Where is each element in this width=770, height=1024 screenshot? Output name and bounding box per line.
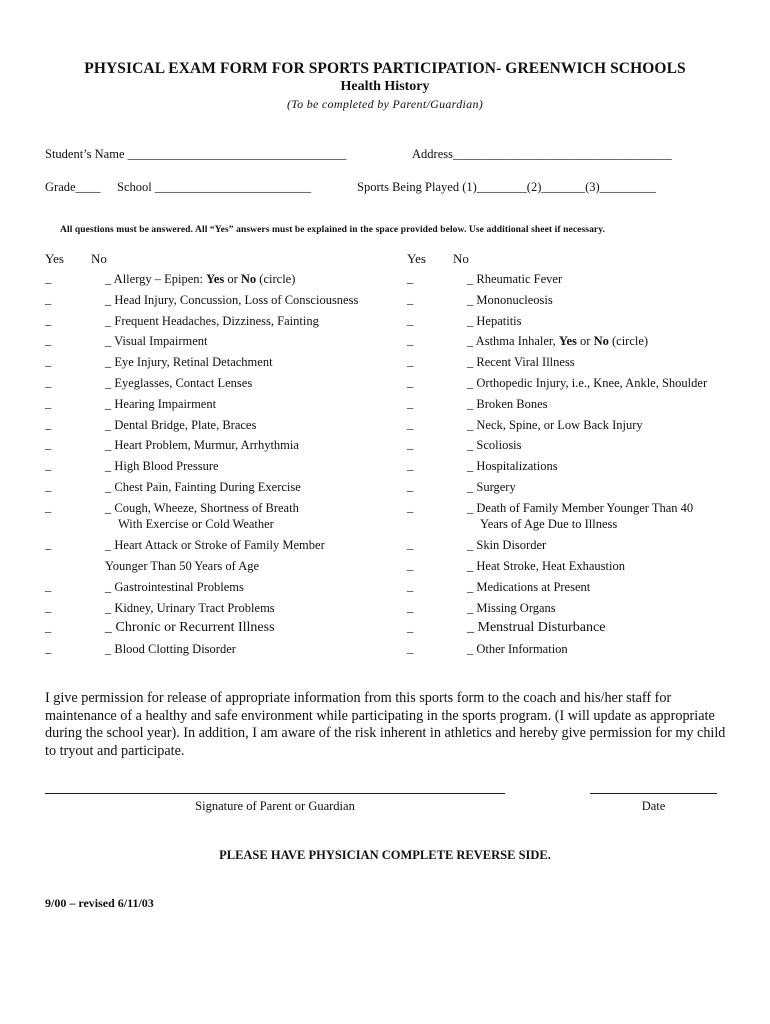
question-text: Younger Than 50 Years of Age <box>105 559 260 574</box>
yes-blank[interactable]: _ <box>45 499 52 514</box>
yes-blank[interactable]: _ <box>407 641 414 656</box>
yes-blank[interactable]: _ <box>407 578 414 593</box>
question-text[interactable]: _ Hepatitis <box>467 313 522 328</box>
question-label <box>105 458 219 475</box>
form-note: (To be completed by Parent/Guardian) <box>286 97 484 111</box>
yes-blank[interactable]: _ <box>45 537 52 552</box>
yes-blank[interactable]: _ <box>407 333 414 348</box>
yes-blank[interactable]: _ <box>45 641 52 656</box>
question-label <box>105 417 256 434</box>
question-label <box>105 375 252 392</box>
yes-blank[interactable]: _ <box>407 458 414 473</box>
right-yes-header: Yes <box>407 251 426 266</box>
yes-blank[interactable]: _ <box>45 599 52 614</box>
yes-blank[interactable]: _ <box>45 395 52 410</box>
yes-blank[interactable]: _ <box>45 354 52 369</box>
question-text[interactable]: _ Blood Clotting Disorder <box>105 642 236 657</box>
yes-blank[interactable]: _ <box>45 271 52 285</box>
date-label: Date <box>641 799 666 813</box>
question-label <box>105 437 299 454</box>
left-yes-header: Yes <box>45 251 64 266</box>
yes-blank[interactable]: _ <box>407 312 414 327</box>
question-label <box>467 333 648 350</box>
question-text[interactable]: _ Hospitalizations <box>467 459 558 474</box>
question-label <box>105 271 295 288</box>
yes-blank[interactable]: _ <box>407 437 414 452</box>
question-text[interactable]: _ Rheumatic Fever <box>467 272 563 286</box>
question-label <box>467 354 575 371</box>
question-label <box>105 396 216 413</box>
question-text[interactable]: _ Broken Bones <box>467 396 548 411</box>
question-text[interactable]: _ Frequent Headaches, Dizziness, Fainting <box>105 313 319 328</box>
yes-blank[interactable]: _ <box>407 558 414 573</box>
question-text[interactable]: _ Surgery <box>467 479 516 494</box>
yes-blank[interactable]: _ <box>45 333 52 348</box>
revision-date: 9/00 – revised 6/11/03 <box>45 896 154 910</box>
yes-blank[interactable]: _ <box>407 271 414 285</box>
question-text[interactable]: _ Eyeglasses, Contact Lenses <box>105 375 253 390</box>
question-label <box>467 396 548 413</box>
date-line[interactable] <box>590 793 717 794</box>
question-text[interactable]: _ Other Information <box>467 642 568 657</box>
question-label <box>105 558 259 575</box>
question-label <box>105 354 273 371</box>
question-label <box>105 479 301 496</box>
yes-blank[interactable]: _ <box>45 291 52 306</box>
permission-statement: I give permission for release of appropriate information from this sports form to the coach and his/her staff for maintenance of a healthy and safe environment while participating in the sports program. (I will update as appropriate during the school year). In addition, I am aware of the risk inherent in athletics and hereby give permission for my child to tryout and participate. <box>45 690 726 759</box>
question-label <box>467 558 625 575</box>
question-label <box>467 417 643 434</box>
question-text[interactable]: _ Missing Organs <box>467 600 556 615</box>
yes-blank[interactable]: _ <box>407 499 414 514</box>
circle-note: (circle) <box>608 334 649 349</box>
question-text[interactable]: _ Mononucleosis <box>467 292 553 307</box>
question-text[interactable]: _ High Blood Pressure <box>105 459 219 474</box>
or-text: or <box>224 272 241 286</box>
form-title: PHYSICAL EXAM FORM FOR SPORTS PARTICIPATION- GREENWICH SCHOOLS <box>84 60 686 77</box>
question-text-continued: Years of Age Due to Illness <box>480 517 618 532</box>
yes-blank[interactable]: _ <box>45 437 52 452</box>
yes-blank[interactable]: _ <box>407 374 414 389</box>
yes-blank[interactable]: _ <box>407 291 414 306</box>
left-no-header: No <box>91 251 107 266</box>
question-text[interactable]: _ Menstrual Disturbance <box>467 620 606 636</box>
question-text[interactable]: _ Chronic or Recurrent Illness <box>105 620 275 636</box>
yes-option[interactable]: Yes <box>558 334 577 349</box>
question-label <box>105 333 207 350</box>
question-label <box>467 620 605 637</box>
question-label <box>105 292 358 309</box>
question-label <box>467 458 558 475</box>
question-text[interactable]: _ Heart Attack or Stroke of Family Member <box>105 538 325 553</box>
question-text[interactable]: _ Death of Family Member Younger Than 40 <box>467 500 694 515</box>
signature-line[interactable] <box>45 793 505 794</box>
no-option[interactable]: No <box>593 334 609 349</box>
question-label <box>467 479 516 496</box>
or-text: or <box>576 334 594 349</box>
question-text[interactable]: _ Medications at Present <box>467 579 591 594</box>
question-text[interactable]: _ Gastrointestinal Problems <box>105 579 244 594</box>
question-text[interactable]: _ Cough, Wheeze, Shortness of Breath <box>105 500 299 515</box>
yes-blank[interactable]: _ <box>407 599 414 614</box>
physician-reverse-note: PLEASE HAVE PHYSICIAN COMPLETE REVERSE SIDE. <box>219 848 551 862</box>
question-text[interactable]: _ Visual Impairment <box>105 334 208 349</box>
question-text[interactable]: _ Asthma Inhaler, <box>467 334 559 349</box>
question-label <box>467 292 553 309</box>
yes-blank[interactable]: _ <box>45 416 52 431</box>
question-text[interactable]: _ Recent Viral Illness <box>467 355 575 370</box>
yes-blank[interactable]: _ <box>45 312 52 327</box>
question-label <box>467 437 522 454</box>
question-text-continued: With Exercise or Cold Weather <box>118 517 274 532</box>
question-text[interactable]: _ Eye Injury, Retinal Detachment <box>105 355 273 370</box>
question-label <box>467 579 590 596</box>
question-text[interactable]: _ Orthopedic Injury, i.e., Knee, Ankle, Shoulder <box>467 375 708 390</box>
question-label <box>105 620 275 637</box>
question-label <box>467 500 693 533</box>
student-name-field[interactable]: Student’s Name ___________________________________ <box>45 147 347 161</box>
yes-blank[interactable]: _ <box>45 578 52 593</box>
school-field[interactable]: School _________________________ <box>117 180 312 194</box>
question-label <box>467 271 562 288</box>
yes-blank[interactable]: _ <box>407 620 414 635</box>
yes-blank[interactable]: _ <box>407 416 414 431</box>
question-label <box>105 313 319 330</box>
question-text[interactable]: _ Neck, Spine, or Low Back Injury <box>467 417 643 432</box>
grade-field[interactable]: Grade____ <box>45 180 101 194</box>
yes-blank[interactable]: _ <box>407 354 414 369</box>
yes-blank[interactable]: _ <box>407 395 414 410</box>
yes-blank[interactable]: _ <box>45 458 52 473</box>
question-text[interactable]: _ Allergy – Epipen: <box>105 272 207 286</box>
no-option[interactable]: No <box>240 272 257 286</box>
yes-blank[interactable]: _ <box>407 537 414 552</box>
question-label <box>467 375 707 392</box>
sports-played-field[interactable]: Sports Being Played (1)________(2)_______(3)_________ <box>357 180 656 194</box>
yes-blank[interactable]: _ <box>407 478 414 493</box>
question-label <box>467 537 546 554</box>
instructions: All questions must be answered. All “Yes” answers must be explained in the space provided below. Use additional sheet if necessary. <box>60 225 606 235</box>
question-label <box>467 600 556 617</box>
question-text[interactable]: _ Heart Problem, Murmur, Arrhythmia <box>105 438 299 453</box>
question-label <box>105 537 325 554</box>
question-text[interactable]: _ Skin Disorder <box>467 538 547 553</box>
yes-blank[interactable]: _ <box>45 620 52 635</box>
signature-label: Signature of Parent or Guardian <box>195 799 355 813</box>
question-label <box>105 600 275 617</box>
question-text[interactable]: _ Head Injury, Concussion, Loss of Consciousness <box>105 292 359 307</box>
yes-blank[interactable]: _ <box>45 374 52 389</box>
question-text[interactable]: _ Dental Bridge, Plate, Braces <box>105 417 257 432</box>
question-label <box>467 641 568 658</box>
yes-blank[interactable]: _ <box>45 478 52 493</box>
question-text[interactable]: _ Kidney, Urinary Tract Problems <box>105 600 275 615</box>
question-text[interactable]: _ Chest Pain, Fainting During Exercise <box>105 479 301 494</box>
question-text[interactable]: _ Scoliosis <box>467 438 522 453</box>
question-label <box>105 579 244 596</box>
right-no-header: No <box>453 251 469 266</box>
question-text[interactable]: _ Heat Stroke, Heat Exhaustion <box>467 559 625 574</box>
address-field[interactable]: Address___________________________________ <box>412 147 672 161</box>
form-subtitle: Health History <box>340 79 430 94</box>
question-label <box>105 641 236 658</box>
question-text[interactable]: _ Hearing Impairment <box>105 396 217 411</box>
yes-option[interactable]: Yes <box>206 272 225 286</box>
circle-note: (circle) <box>256 272 296 286</box>
question-label <box>467 313 522 330</box>
question-label <box>105 500 299 533</box>
